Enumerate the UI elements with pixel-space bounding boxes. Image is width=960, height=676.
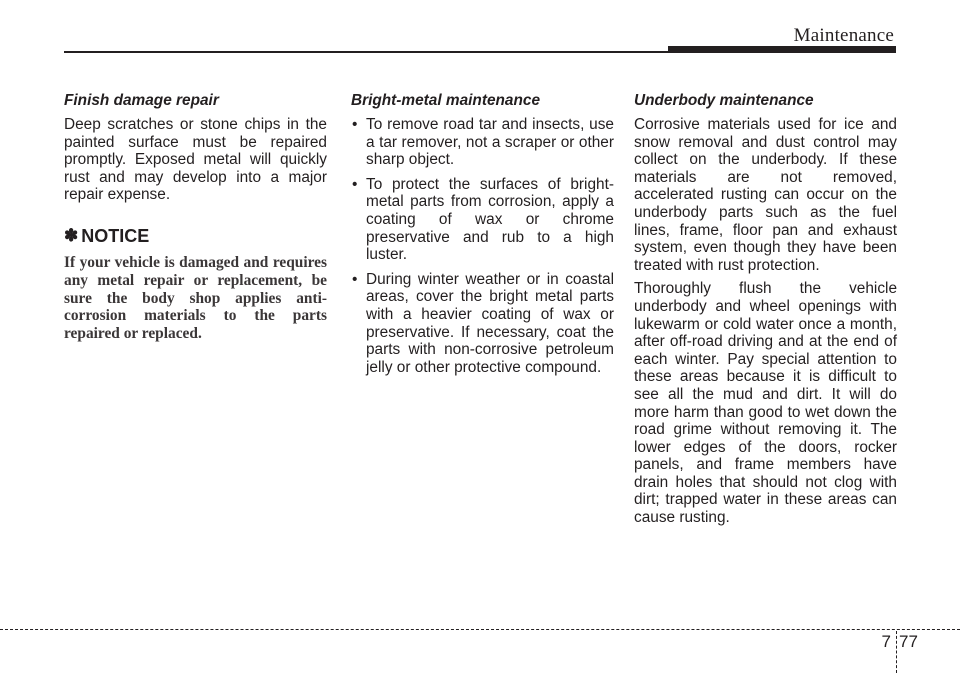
chapter-number: 7 — [881, 632, 891, 651]
list-item-text: During winter weather or in coastal areas, cover the bright metal parts with a heavier coating of wax or preservative. If necessary, coat the parts with non-corrosive petroleum jelly or other protective compound. — [366, 270, 614, 376]
list-item — [351, 271, 614, 377]
bullet-icon: • — [352, 270, 358, 288]
list-item-text: To protect the surfaces of bright-metal parts from corrosion, apply a coating of wax or chrome preservative and rub to a high luster. — [366, 175, 614, 264]
column-bright-metal — [351, 92, 614, 383]
column-finish-damage — [64, 92, 327, 343]
footer-rule — [0, 629, 960, 630]
header-rule — [64, 51, 674, 53]
page-number: 77 — [899, 632, 918, 651]
finish-damage-heading: Finish damage repair — [64, 92, 219, 109]
list-item-text: To remove road tar and insects, use a tar remover, not a scraper or other sharp object. — [366, 116, 614, 169]
section-title: Maintenance — [793, 25, 894, 46]
notice-title: NOTICE — [81, 225, 150, 246]
underbody-paragraph-1: Corrosive materials used for ice and snow removal and dust control may collect on the underbody. If these materials are not removed, accelerated rusting can occur on the underbody parts such as the fuel lines, frame, floor pan and exhaust system, even though they have been treated with rust protection. — [634, 116, 897, 274]
list-item — [351, 176, 614, 264]
finish-damage-paragraph: Deep scratches or stone chips in the painted surface must be repaired promptly. Exposed metal will quickly rust and may develop into a major repair expense. — [64, 116, 327, 204]
bullet-icon: • — [352, 116, 358, 133]
bright-metal-list — [351, 116, 614, 376]
notice-text: If your vehicle is damaged and requires any metal repair or replacement, be sure the body shop applies anti-corrosion materials to the parts repaired or replaced. — [64, 253, 327, 343]
column-underbody — [634, 92, 897, 533]
underbody-paragraph-2: Thoroughly flush the vehicle underbody and wheel openings with lukewarm or cold water once a month, after off-road driving and at the end of each winter. Pay special attention to these areas because it is difficult to see all the mud and dirt. It will do more harm than good to wet down the road grime without removing it. The lower edges of the doors, rocker panels, and frame members have drain holes that should not clog with dirt; trapped water in these areas can cause rusting. — [634, 280, 897, 527]
header-rule-accent — [668, 46, 896, 53]
bullet-icon: • — [352, 175, 358, 193]
underbody-heading: Underbody maintenance — [634, 92, 814, 109]
list-item — [351, 116, 614, 169]
asterisk-notice-icon: ✽ — [64, 225, 79, 245]
notice-heading — [64, 226, 327, 246]
footer-divider — [896, 631, 897, 673]
bright-metal-heading: Bright-metal maintenance — [351, 92, 541, 109]
